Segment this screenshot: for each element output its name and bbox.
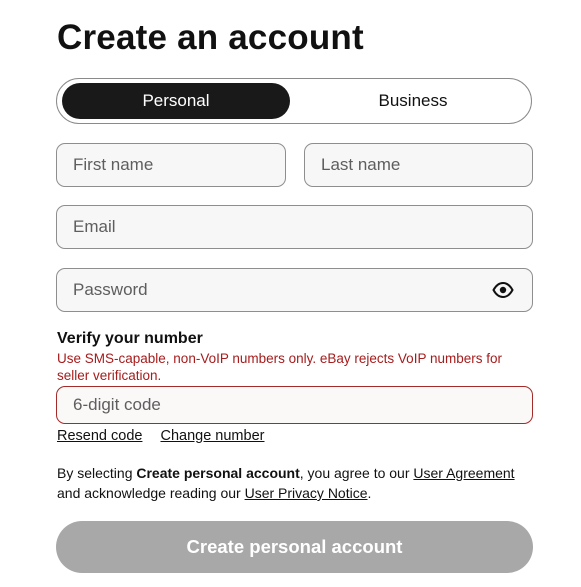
code-input[interactable] bbox=[57, 387, 532, 423]
eye-icon[interactable] bbox=[492, 280, 514, 300]
tab-personal[interactable]: Personal bbox=[62, 83, 290, 119]
change-number-link[interactable]: Change number bbox=[160, 428, 265, 444]
email-input[interactable] bbox=[57, 206, 532, 248]
password-input[interactable] bbox=[57, 269, 532, 311]
code-field bbox=[56, 386, 533, 424]
legal-suffix: . bbox=[367, 485, 372, 501]
last-name-input[interactable] bbox=[305, 144, 532, 186]
first-name-field bbox=[56, 143, 286, 187]
legal-text bbox=[57, 463, 537, 503]
verify-warning: Use SMS-capable, non-VoIP numbers only. eBay rejects VoIP numbers for seller verification. bbox=[57, 351, 502, 383]
account-type-toggle bbox=[56, 78, 532, 124]
password-field bbox=[56, 268, 533, 312]
legal-prefix: By selecting bbox=[57, 465, 137, 481]
legal-line2: and acknowledge reading our bbox=[57, 485, 245, 501]
resend-code-link[interactable]: Resend code bbox=[57, 428, 143, 444]
legal-button-ref: Create personal account bbox=[136, 465, 300, 481]
user-agreement-link[interactable]: User Agreement bbox=[413, 465, 515, 481]
create-account-button[interactable]: Create personal account bbox=[56, 521, 533, 573]
last-name-field bbox=[304, 143, 533, 187]
privacy-notice-link[interactable]: User Privacy Notice bbox=[244, 485, 368, 501]
tab-business[interactable]: Business bbox=[378, 91, 448, 110]
verify-links bbox=[57, 428, 278, 444]
legal-middle: , you agree to our bbox=[299, 465, 414, 481]
verify-title: Verify your number bbox=[57, 330, 203, 347]
email-field bbox=[56, 205, 533, 249]
first-name-input[interactable] bbox=[57, 144, 285, 186]
page-title: Create an account bbox=[57, 18, 364, 57]
